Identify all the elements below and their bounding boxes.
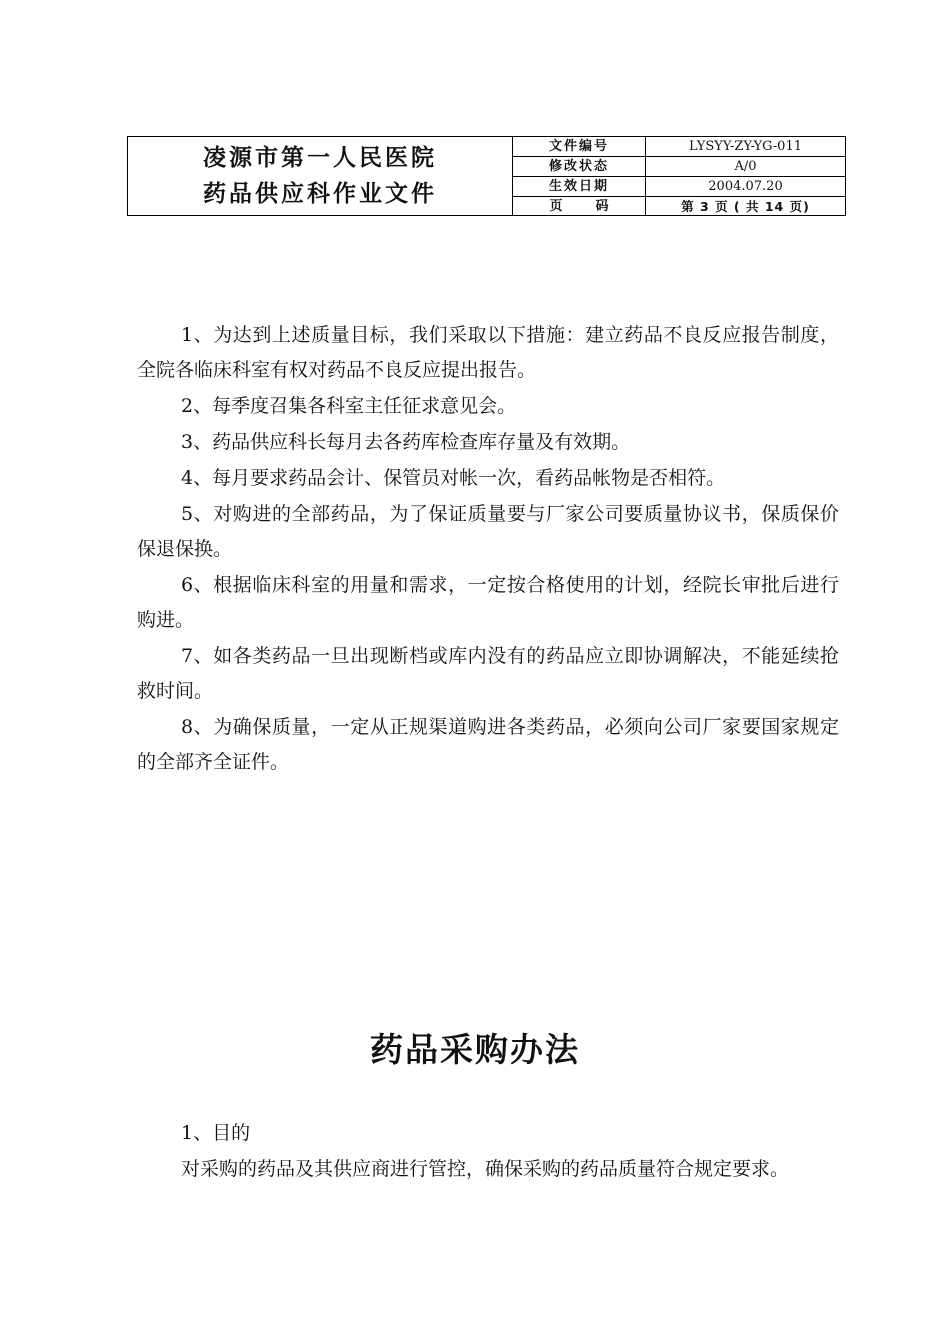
paragraph: 8、为确保质量，一定从正规渠道购进各类药品，必须向公司厂家要国家规定的全部齐全证件。 xyxy=(137,716,839,773)
revision-label: 修改状态 xyxy=(513,157,646,176)
doc-number-value: LYSYY-ZY-YG-011 xyxy=(689,139,802,154)
paragraph: 5、对购进的全部药品，为了保证质量要与厂家公司要质量协议书，保质保价保退保换。 xyxy=(137,503,839,560)
document-category: 药品供应科作业文件 xyxy=(203,181,437,207)
page-value: 第 3 页 ( 共 14 页) xyxy=(681,199,810,214)
header-row-page xyxy=(513,197,845,216)
header-title-cell xyxy=(128,137,513,215)
measures-list xyxy=(137,318,839,781)
page-label xyxy=(513,197,646,216)
effective-date-label: 生效日期 xyxy=(513,177,646,196)
paragraph: 1、为达到上述质量目标，我们采取以下措施：建立药品不良反应报告制度，全院各临床科室有权对药品不良反应提出报告。 xyxy=(137,324,839,381)
section-title: 药品采购办法 xyxy=(370,1030,580,1069)
purchase-method-section xyxy=(137,1116,839,1188)
header-row-revision xyxy=(513,157,845,177)
paragraph: 3、药品供应科长每月去各药库检查库存量及有效期。 xyxy=(181,431,631,453)
page-label-part-1: 页 xyxy=(549,199,563,214)
paragraph: 7、如各类药品一旦出现断档或库内没有的药品应立即协调解决，不能延续抢救时间。 xyxy=(137,645,839,702)
doc-number-label: 文件编号 xyxy=(513,137,646,156)
section-item-heading: 1、目的 xyxy=(181,1122,251,1144)
section-item-text: 对采购的药品及其供应商进行管控，确保采购的药品质量符合规定要求。 xyxy=(181,1158,790,1180)
effective-date-value: 2004.07.20 xyxy=(708,179,783,194)
header-row-effective-date xyxy=(513,177,845,197)
header-info-grid xyxy=(513,137,845,215)
paragraph: 6、根据临床科室的用量和需求，一定按合格使用的计划，经院长审批后进行购进。 xyxy=(137,574,839,631)
revision-value: A/0 xyxy=(734,159,757,174)
page-label-part-2: 码 xyxy=(595,199,609,214)
document-header-table xyxy=(127,136,846,216)
header-row-doc-number xyxy=(513,137,845,157)
paragraph: 4、每月要求药品会计、保管员对帐一次，看药品帐物是否相符。 xyxy=(181,467,726,489)
paragraph: 2、每季度召集各科室主任征求意见会。 xyxy=(181,395,517,417)
hospital-name: 凌源市第一人民医院 xyxy=(203,145,437,171)
